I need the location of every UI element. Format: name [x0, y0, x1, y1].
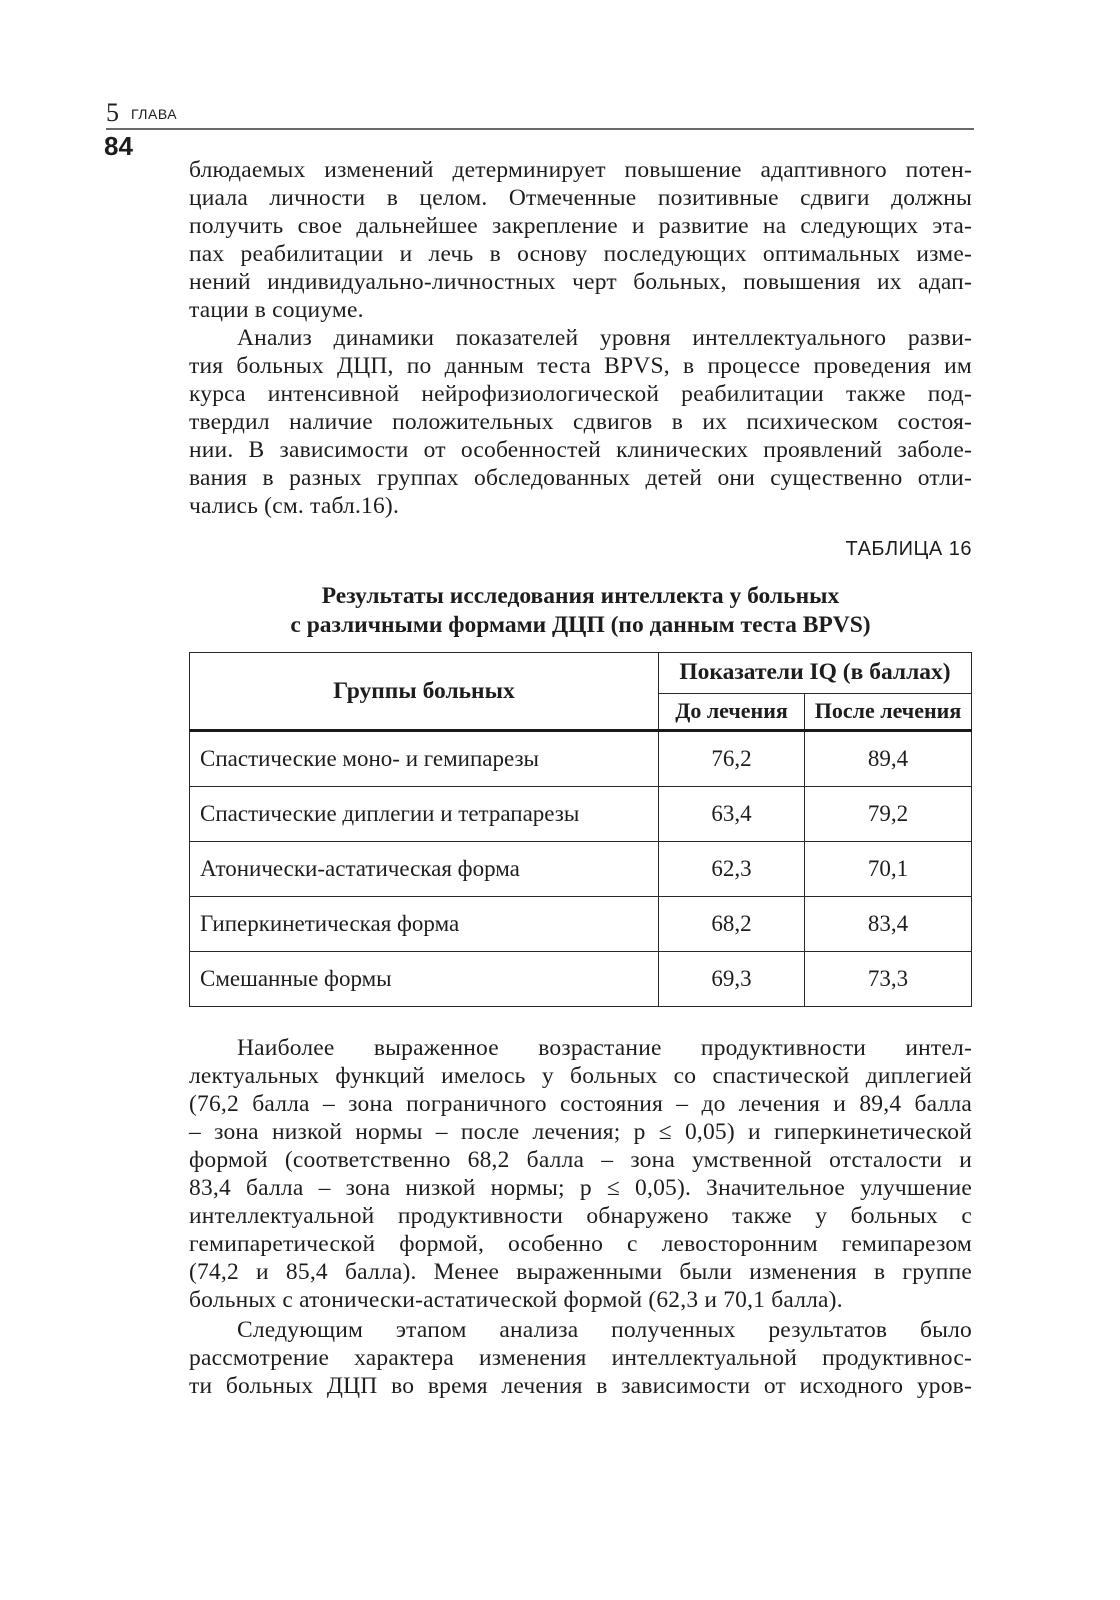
- text-line: лектуальных функций имелось у больных со спастической диплегией: [189, 1063, 972, 1089]
- running-head: [106, 98, 974, 128]
- text-line: тации в социуме.: [189, 297, 364, 323]
- text-line: нений индивидуально-личностных черт больных, повышения их адап-: [189, 269, 972, 295]
- value-before: 68,2: [659, 897, 805, 952]
- chapter-number: 5: [106, 98, 119, 127]
- results-table: [189, 652, 972, 1007]
- text-line: тия больных ДЦП, по данным теста BPVS, в процессе проведения им: [189, 353, 972, 379]
- text-line: – зона низкой нормы – после лечения; p ≤ 0,05) и гиперкинетической: [189, 1119, 972, 1145]
- text-line: пах реабилитации и лечь в основу последующих оптимальных изме-: [189, 241, 972, 267]
- value-before: 76,2: [659, 731, 805, 787]
- group-name: Спастические диплегии и тетрапарезы: [190, 787, 659, 842]
- table-row: [190, 897, 972, 952]
- text-line: 83,4 балла – зона низкой нормы; p ≤ 0,05). Значительное улучшение: [189, 1175, 972, 1201]
- table-caption-line: Результаты исследования интеллекта у больных: [321, 583, 840, 609]
- group-name: Спастические моно- и гемипарезы: [190, 731, 659, 787]
- chapter-word: ГЛАВА: [131, 106, 178, 122]
- text-line: Следующим этапом анализа полученных результатов было: [237, 1317, 972, 1343]
- table-caption-line: с различными формами ДЦП (по данным теста BPVS): [290, 612, 871, 638]
- group-name: Гиперкинетическая форма: [190, 897, 659, 952]
- table-row: [190, 731, 972, 787]
- text-line: Наиболее выраженное возрастание продуктивности интел-: [237, 1035, 972, 1061]
- text-line: формой (соответственно 68,2 балла – зона умственной отсталости и: [189, 1147, 972, 1173]
- table-label: ТАБЛИЦА 16: [845, 538, 972, 560]
- table-caption: [189, 582, 972, 640]
- value-after: 89,4: [805, 731, 972, 787]
- value-before: 63,4: [659, 787, 805, 842]
- text-line: интеллектуальной продуктивности обнаружено также у больных с: [189, 1203, 972, 1229]
- text-line: твердил наличие положительных сдвигов в их психическом состоя-: [189, 409, 972, 435]
- header-before: До лечения: [659, 693, 805, 730]
- value-after: 70,1: [805, 842, 972, 897]
- text-line: получить свое дальнейшее закрепление и развитие на следующих эта-: [189, 213, 972, 239]
- group-name: Смешанные формы: [190, 952, 659, 1007]
- text-line: чались (см. табл.16).: [189, 493, 400, 519]
- value-before: 62,3: [659, 842, 805, 897]
- table-row: [190, 842, 972, 897]
- text-line: ти больных ДЦП во время лечения в зависимости от исходного уров-: [189, 1373, 972, 1399]
- paragraph-2: [189, 324, 972, 520]
- text-line: (74,2 и 85,4 балла). Менее выраженными были изменения в группе: [189, 1259, 972, 1285]
- text-line: курса интенсивной нейрофизиологической реабилитации также под-: [189, 381, 972, 407]
- text-line: нии. В зависимости от особенностей клинических проявлений заболе-: [189, 437, 972, 463]
- page-number: 84: [104, 131, 133, 161]
- value-before: 69,3: [659, 952, 805, 1007]
- paragraph-1: [189, 156, 972, 324]
- text-line: рассмотрение характера изменения интеллектуальной продуктивнос-: [189, 1345, 972, 1371]
- value-after: 79,2: [805, 787, 972, 842]
- value-after: 83,4: [805, 897, 972, 952]
- text-line: вания в разных группах обследованных детей они существенно отли-: [189, 465, 972, 491]
- paragraph-4: [189, 1316, 972, 1400]
- header-rule: [106, 128, 974, 130]
- header-iq: Показатели IQ (в баллах): [659, 653, 972, 694]
- group-name: Атонически-астатическая форма: [190, 842, 659, 897]
- text-line: (76,2 балла – зона пограничного состояния – до лечения и 89,4 балла: [189, 1091, 972, 1117]
- text-line: циала личности в целом. Отмеченные позитивные сдвиги должны: [189, 185, 972, 211]
- header-groups: Группы больных: [190, 653, 659, 731]
- text-line: гемипаретической формой, особенно с левосторонним гемипарезом: [189, 1231, 972, 1257]
- paragraph-3: [189, 1034, 972, 1314]
- table-row: [190, 787, 972, 842]
- text-line: больных с атонически-астатической формой (62,3 и 70,1 балла).: [189, 1287, 843, 1313]
- value-after: 73,3: [805, 952, 972, 1007]
- table-row: [190, 952, 972, 1007]
- header-after: После лечения: [805, 693, 972, 730]
- text-line: Анализ динамики показателей уровня интеллектуального разви-: [237, 325, 972, 351]
- text-line: блюдаемых изменений детерминирует повышение адаптивного потен-: [189, 157, 972, 183]
